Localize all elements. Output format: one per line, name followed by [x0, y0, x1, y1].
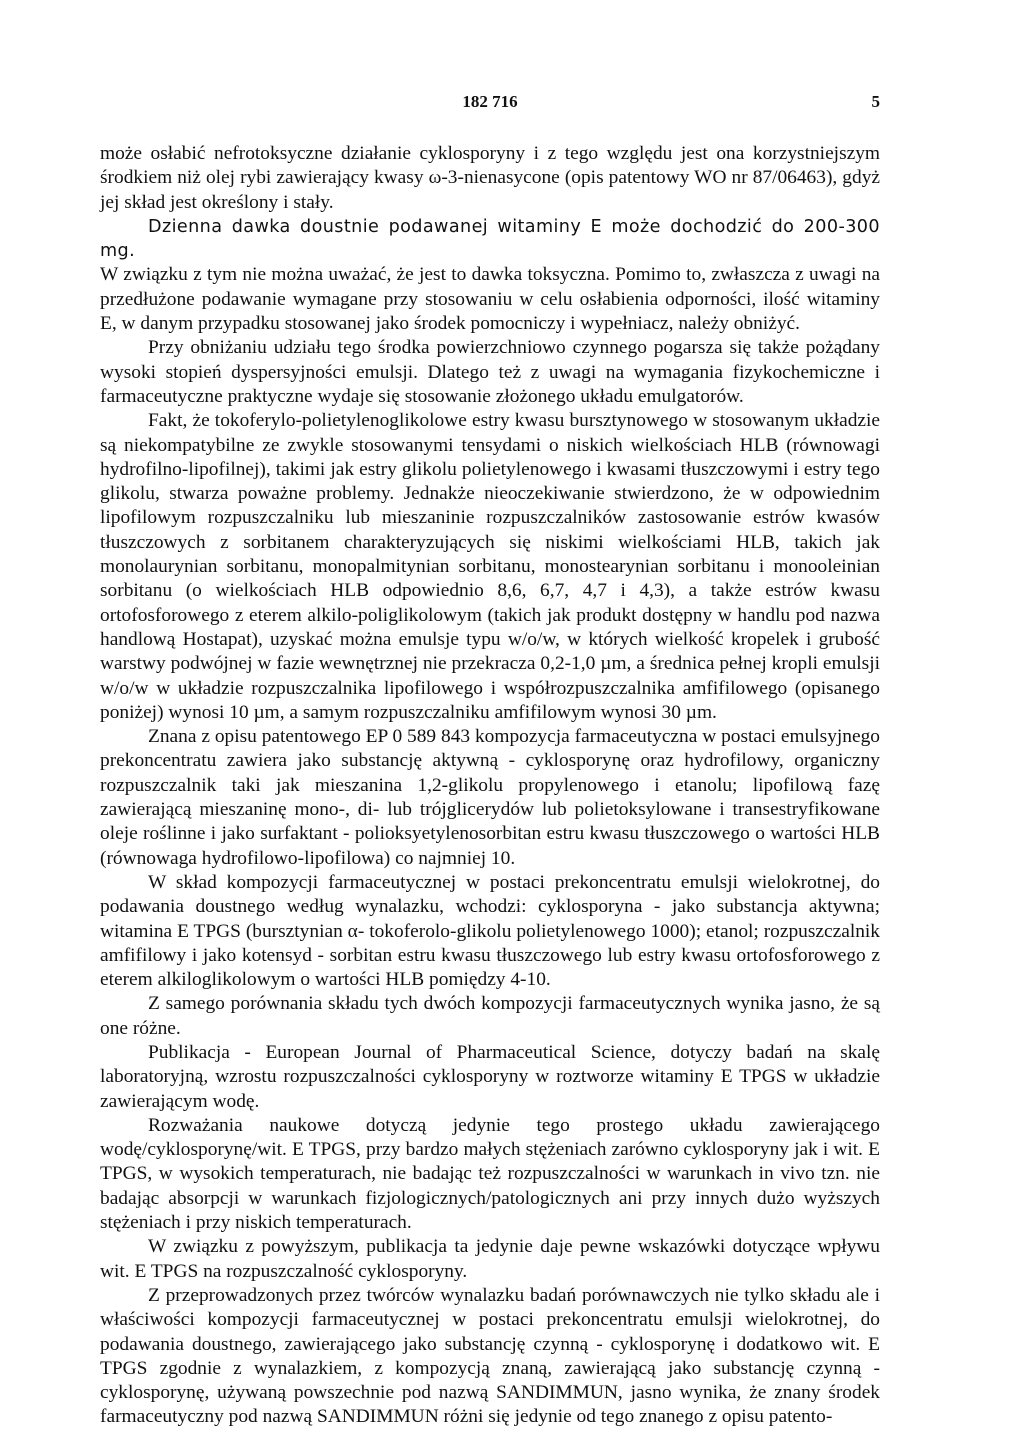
paragraph: Znana z opisu patentowego EP 0 589 843 kompozycja farmaceutyczna w postaci emulsyjnego prekoncentratu zawiera jako substancję aktywną - cyklosporynę oraz hydrofilowy, organiczny rozpuszczalnik taki jak mieszanina 1,2-glikolu propylenowego i etanolu; lipofilową fazę zawierającą mieszaninę mono-, di- lub trójglicerydów lub polietoksylowane i transestryfikowane oleje roślinne i jako surfaktant - polioksyetylenosorbitan estru kwasu tłuszczowego o wartości HLB (równowaga hydrofilowo-lipofilowa) co najmniej 10.: [100, 726, 880, 869]
paragraph: Z samego porównania składu tych dwóch kompozycji farmaceutycznych wynika jasno, że są one różne.: [100, 993, 880, 1039]
paragraph: Fakt, że tokoferylo-polietylenoglikolowe estry kwasu bursztynowego w stosowanym układzie są niekompatybilne ze zwykle stosowanymi tensydami o niskich wielkościach HLB (równowagi hydrofilno-lipofilnej), takimi jak estry glikolu polietylenowego i kwasami tłuszczowymi i estry tego glikolu, stwarza poważne problemy. Jednakże nieoczekiwanie stwierdzono, że w odpowiednim lipofilowym rozpuszczalniku lub mieszaninie rozpuszczalników zastosowanie estrów kwasów tłuszczowych z sorbitanem charakteryzujących się niskimi wielkościami HLB, takich jak monolaurynian sorbitanu, monopalmitynian sorbitanu, monostearynian sorbitanu i monooleinian sorbitanu (o wielkościach HLB odpowiednio 8,6, 6,7, 4,7 i 4,3), a także estrów kwasu ortofosforowego z eterem alkilo-poliglikolowym (takich jak produkt dostępny w handlu pod nazwa handlową Hostapat), uzyskać można emulsje typu w/o/w, w których wielkość kropelek i grubość warstwy podwójnej w fazie wewnętrznej nie przekracza 0,2-1,0 µm, a średnica pełnej kropli emulsji w/o/w w układzie rozpuszczalnika lipofilowego i współrozpuszczalnika amfifilowego (opisanego poniżej) wynosi 10 µm, a samym rozpuszczalniku amfifilowym wynosi 30 µm.: [100, 410, 880, 723]
page-number: 5: [871, 92, 880, 111]
paragraph: Publikacja - European Journal of Pharmaceutical Science, dotyczy badań na skalę laboratoryjną, wzrostu rozpuszczalności cyklosporyny w roztworze witaminy E TPGS w układzie zawierającym wodę.: [100, 1041, 880, 1112]
paragraph: W związku z powyższym, publikacja ta jedynie daje pewne wskazówki dotyczące wpływu wit. E TPGS na rozpuszczalność cyklosporyny.: [100, 1236, 880, 1282]
page-header: [100, 92, 880, 116]
paragraph: Dzienna dawka doustnie podawanej witaminy E może dochodzić do 200-300 mg.: [100, 216, 880, 262]
patent-number: 182 716: [462, 92, 518, 111]
paragraph: W skład kompozycji farmaceutycznej w postaci prekoncentratu emulsji wielokrotnej, do podawania doustnego według wynalazku, wchodzi: cyklosporyna - jako substancja aktywna; witamina E TPGS (bursztynian α- tokoferolo-glikolu polietylenowego 1000); etanol; rozpuszczalnik amfifilowy i jako kotensyd - sorbitan estru kwasu tłuszczowego lub estry kwasu ortofosforowego z eterem alkiloglikolowym o wartości HLB pomiędzy 4-10.: [100, 871, 880, 991]
paragraph: W związku z tym nie można uważać, że jest to dawka toksyczna. Pomimo to, zwłaszcza z uwagi na przedłużone podawanie wymagane przy stosowaniu w celu osłabienia odporności, ilość witaminy E, w danym przypadku stosowanej jako środek pomocniczy i wypełniacz, należy obniżyć.: [100, 264, 880, 335]
paragraph: Rozważania naukowe dotyczą jedynie tego prostego układu zawierającego wodę/cyklosporynę/wit. E TPGS, przy bardzo małych stężeniach zarówno cyklosporyny jak i wit. E TPGS, w wysokich temperaturach, nie badając też rozpuszczalności w warunkach in vivo tzn. nie badając absorpcji w warunkach fizjologicznych/patologicznych ani przy innych dużo wyższych stężeniach i przy niskich temperaturach.: [100, 1114, 880, 1234]
paragraph: Przy obniżaniu udziału tego środka powierzchniowo czynnego pogarsza się także pożądany wysoki stopień dyspersyjności emulsji. Dlatego też z uwagi na wymagania fizykochemiczne i farmaceutyczne praktyczne wydaje się stosowanie złożonego układu emulgatorów.: [100, 337, 880, 407]
paragraph: Z przeprowadzonych przez twórców wynalazku badań porównawczych nie tylko składu ale i właściwości kompozycji farmaceutycznej w postaci prekoncentratu emulsji wielokrotnej, do podawania doustnego, zawierającego jako substancję czynną - cyklosporynę i dodatkowo wit. E TPGS zgodnie z wynalazkiem, z kompozycją znaną, zawierającą jako substancję czynną - cyklosporynę, używaną powszechnie pod nazwą SANDIMMUN, jasno wynika, że znany środek farmaceutyczny pod nazwą SANDIMMUN różni się jedynie od tego znanego z opisu patento-: [100, 1284, 880, 1428]
body-text: [100, 142, 880, 1430]
paragraph: może osłabić nefrotoksyczne działanie cyklosporyny i z tego względu jest ona korzystniejszym środkiem niż olej rybi zawierający kwasy ω-3-nienasycone (opis patentowy WO nr 87/06463), gdyż jej skład jest określony i stały.: [100, 143, 880, 213]
